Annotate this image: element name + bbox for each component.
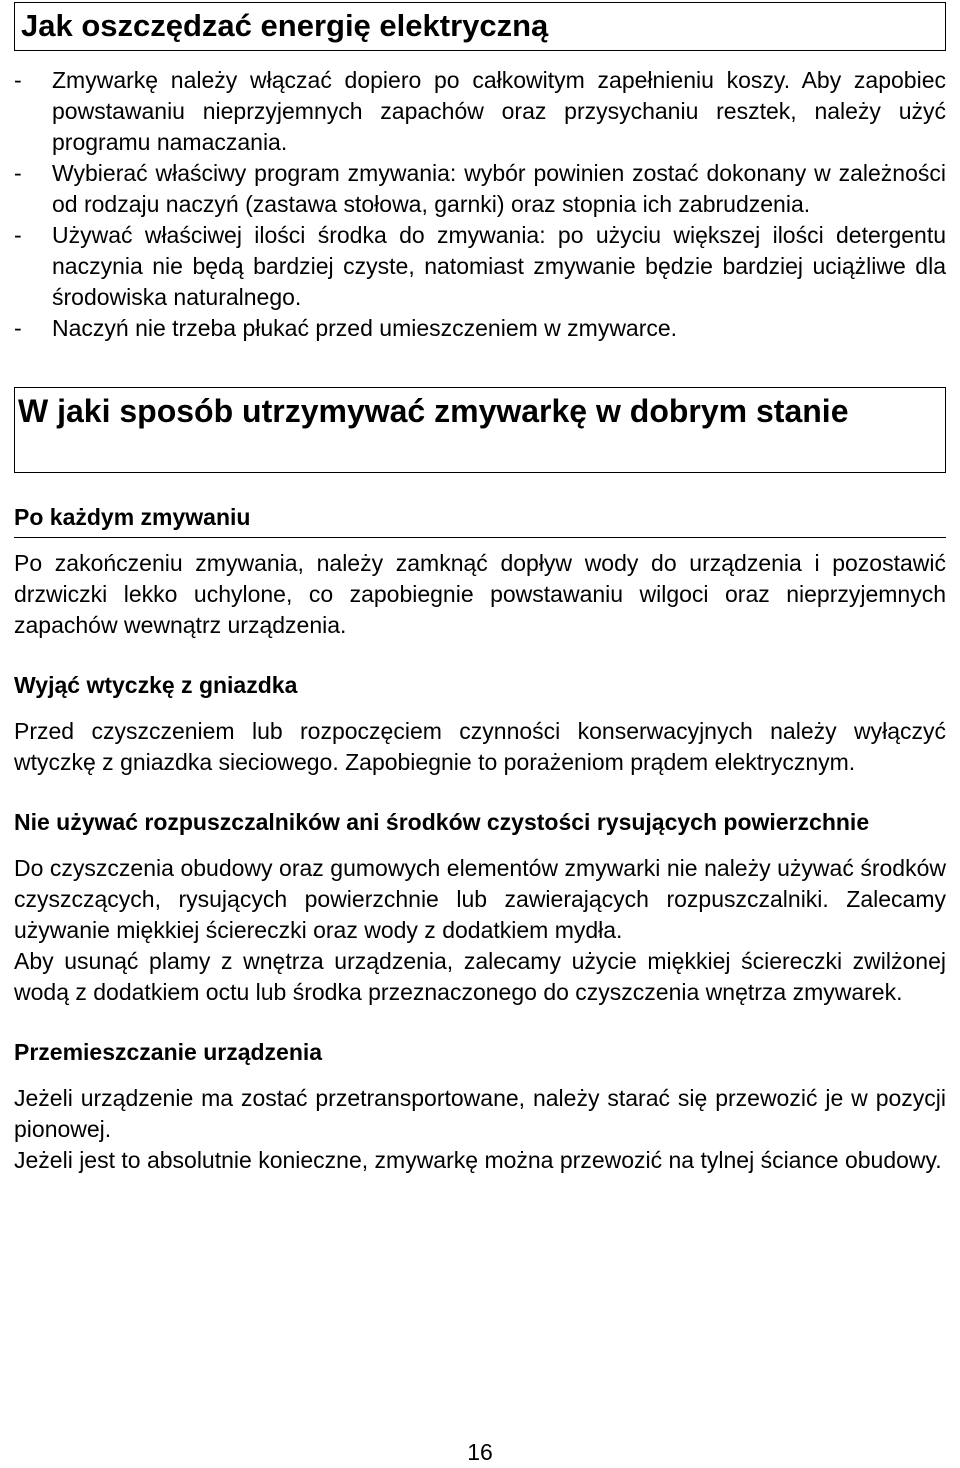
manual-page [14,0,946,1176]
list-item-text: Wybierać właściwy program zmywania: wybór powinien zostać dokonany w zależności od rodzaju naczyń (zastawa stołowa, garnki) oraz stopnia ich zabrudzenia. [52,160,946,217]
list-item [14,220,946,313]
list-item [14,65,946,158]
list-item-text: Naczyń nie trzeba płukać przed umieszczeniem w zmywarce. [52,315,678,341]
list-dash: - [14,315,22,341]
page-number: 16 [467,1439,493,1465]
list-item-text: Zmywarkę należy włączać dopiero po całkowitym zapełnieniu koszy. Aby zapobiec powstawaniu nieprzyjemnych zapachów oraz przysychaniu resztek, należy użyć programu namaczania. [52,67,946,155]
unplug-heading: Wyjąć wtyczkę z gniazdka [14,672,298,698]
moving-paragraph-2: Jeżeli jest to absolutnie konieczne, zmywarkę można przewozić na tylnej ściance obudowy. [14,1147,942,1173]
no-solvents-paragraph-2: Aby usunąć plamy z wnętrza urządzenia, zalecamy użycie miękkiej ściereczki zwilżonej wodą z dodatkiem octu lub środka przeznaczonego do czyszczenia wnętrza zmywarek. [14,948,946,1005]
list-dash: - [14,160,22,186]
list-item-text: Używać właściwej ilości środka do zmywania: po użyciu większej ilości detergentu naczynia nie będą bardziej czyste, natomiast zmywanie będzie bardziej uciążliwe dla środowiska naturalnego. [52,222,946,310]
list-item [14,158,946,220]
maintenance-section-title: W jaki sposób utrzymywać zmywarkę w dobrym stanie [14,387,946,473]
energy-tips-list [14,65,946,344]
list-dash: - [14,222,22,248]
moving-paragraph-1: Jeżeli urządzenie ma zostać przetransportowane, należy starać się przewozić je w pozycji pionowej. [14,1085,946,1142]
unplug-paragraph: Przed czyszczeniem lub rozpoczęciem czynności konserwacyjnych należy wyłączyć wtyczkę z gniazdka sieciowego. Zapobiegnie to porażeniom prądem elektrycznym. [14,718,946,775]
no-solvents-heading: Nie używać rozpuszczalników ani środków czystości rysujących powierzchnie [14,809,870,835]
after-wash-heading: Po każdym zmywaniu [14,502,946,538]
list-dash: - [14,67,22,93]
energy-saving-title: Jak oszczędzać energię elektryczną [14,2,946,51]
after-wash-paragraph: Po zakończeniu zmywania, należy zamknąć dopływ wody do urządzenia i pozostawić drzwiczki lekko uchylone, co zapobiegnie powstawaniu wilgoci oraz nieprzyjemnych zapachów wewnątrz urządzenia. [14,550,946,638]
list-item [14,313,946,344]
no-solvents-paragraph-1: Do czyszczenia obudowy oraz gumowych elementów zmywarki nie należy używać środków czyszczących, rysujących powierzchnie lub zawierających rozpuszczalniki. Zalecamy używanie miękkiej ściereczki oraz wody z dodatkiem mydła. [14,855,946,943]
moving-heading: Przemieszczanie urządzenia [14,1039,323,1065]
